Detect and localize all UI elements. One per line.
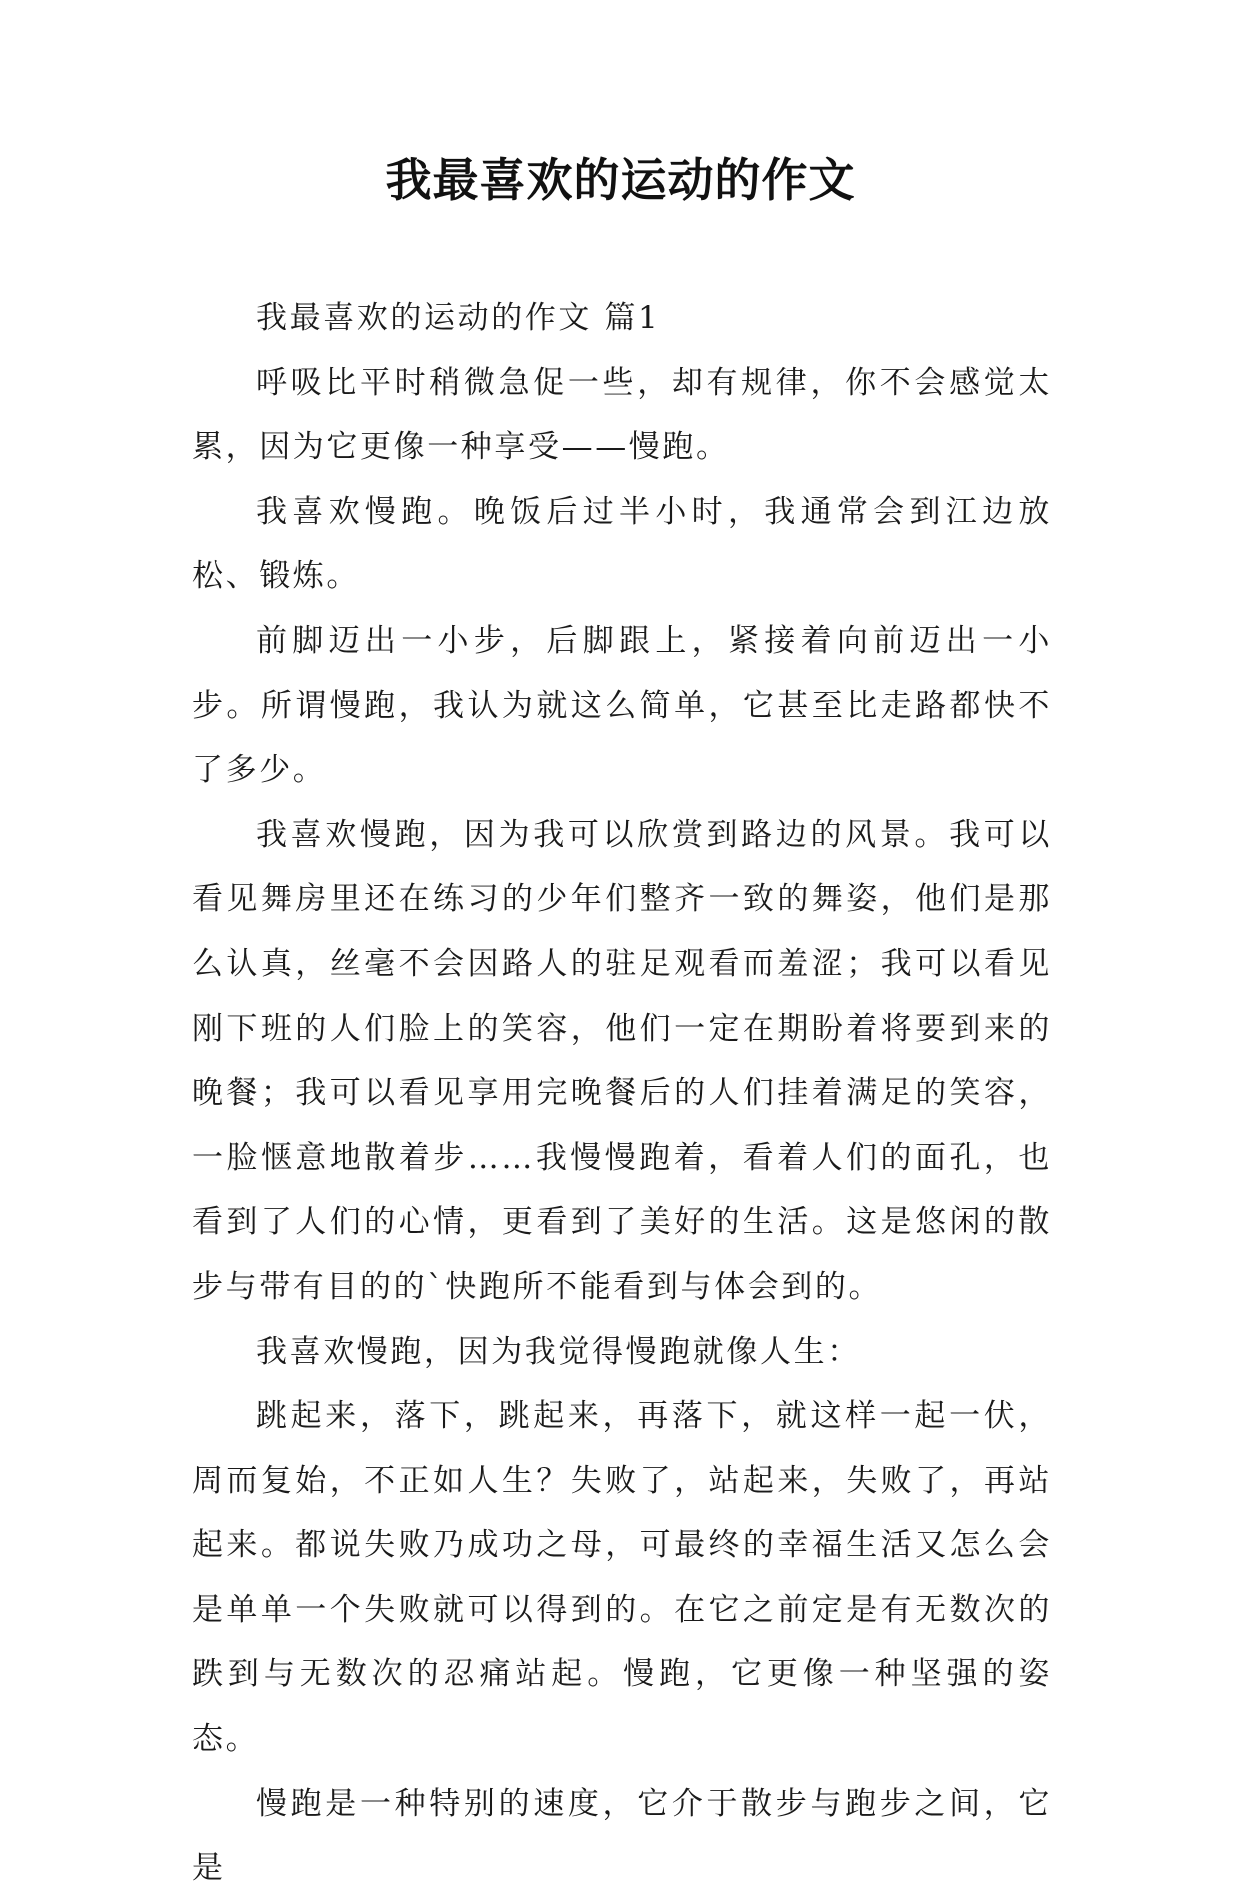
document-title: 我最喜欢的运动的作文 — [385, 153, 856, 207]
paragraph: 我喜欢慢跑，因为我可以欣赏到路边的风景。我可以看见舞房里还在练习的少年们整齐一致的舞姿，他们是那么认真，丝毫不会因路人的驻足观看而羞涩；我可以看见刚下班的人们脸上的笑容，他们一定在期盼着将要到来的晚餐；我可以看见享用完晚餐后的人们挂着满足的笑容，一脸惬意地散着步……我慢慢跑着，看着人们的面孔，也看到了人们的心情，更看到了美好的生活。这是悠闲的散步与带有目的的`快跑所不能看到与体会到的。 — [192, 816, 1052, 1305]
paragraph: 呼吸比平时稍微急促一些，却有规律，你不会感觉太累，因为它更像一种享受——慢跑。 — [192, 364, 1052, 466]
section-heading: 我最喜欢的运动的作文 篇1 — [256, 300, 661, 336]
paragraph: 慢跑是一种特别的速度，它介于散步与跑步之间，它是 — [192, 1785, 1052, 1887]
paragraph: 我喜欢慢跑，因为我觉得慢跑就像人生： — [256, 1333, 861, 1370]
document-body — [192, 286, 1052, 1901]
paragraph: 跳起来，落下，跳起来，再落下，就这样一起一伏，周而复始，不正如人生？失败了，站起来，失败了，再站起来。都说失败乃成功之母，可最终的幸福生活又怎么会是单单一个失败就可以得到的。在它之前定是有无数次的跌到与无数次的忍痛站起。慢跑，它更像一种坚强的姿态。 — [192, 1398, 1052, 1758]
paragraph: 前脚迈出一小步，后脚跟上，紧接着向前迈出一小步。所谓慢跑，我认为就这么简单，它甚至比走路都快不了多少。 — [192, 622, 1052, 789]
paragraph: 我喜欢慢跑。晚饭后过半小时，我通常会到江边放松、锻炼。 — [192, 493, 1052, 595]
